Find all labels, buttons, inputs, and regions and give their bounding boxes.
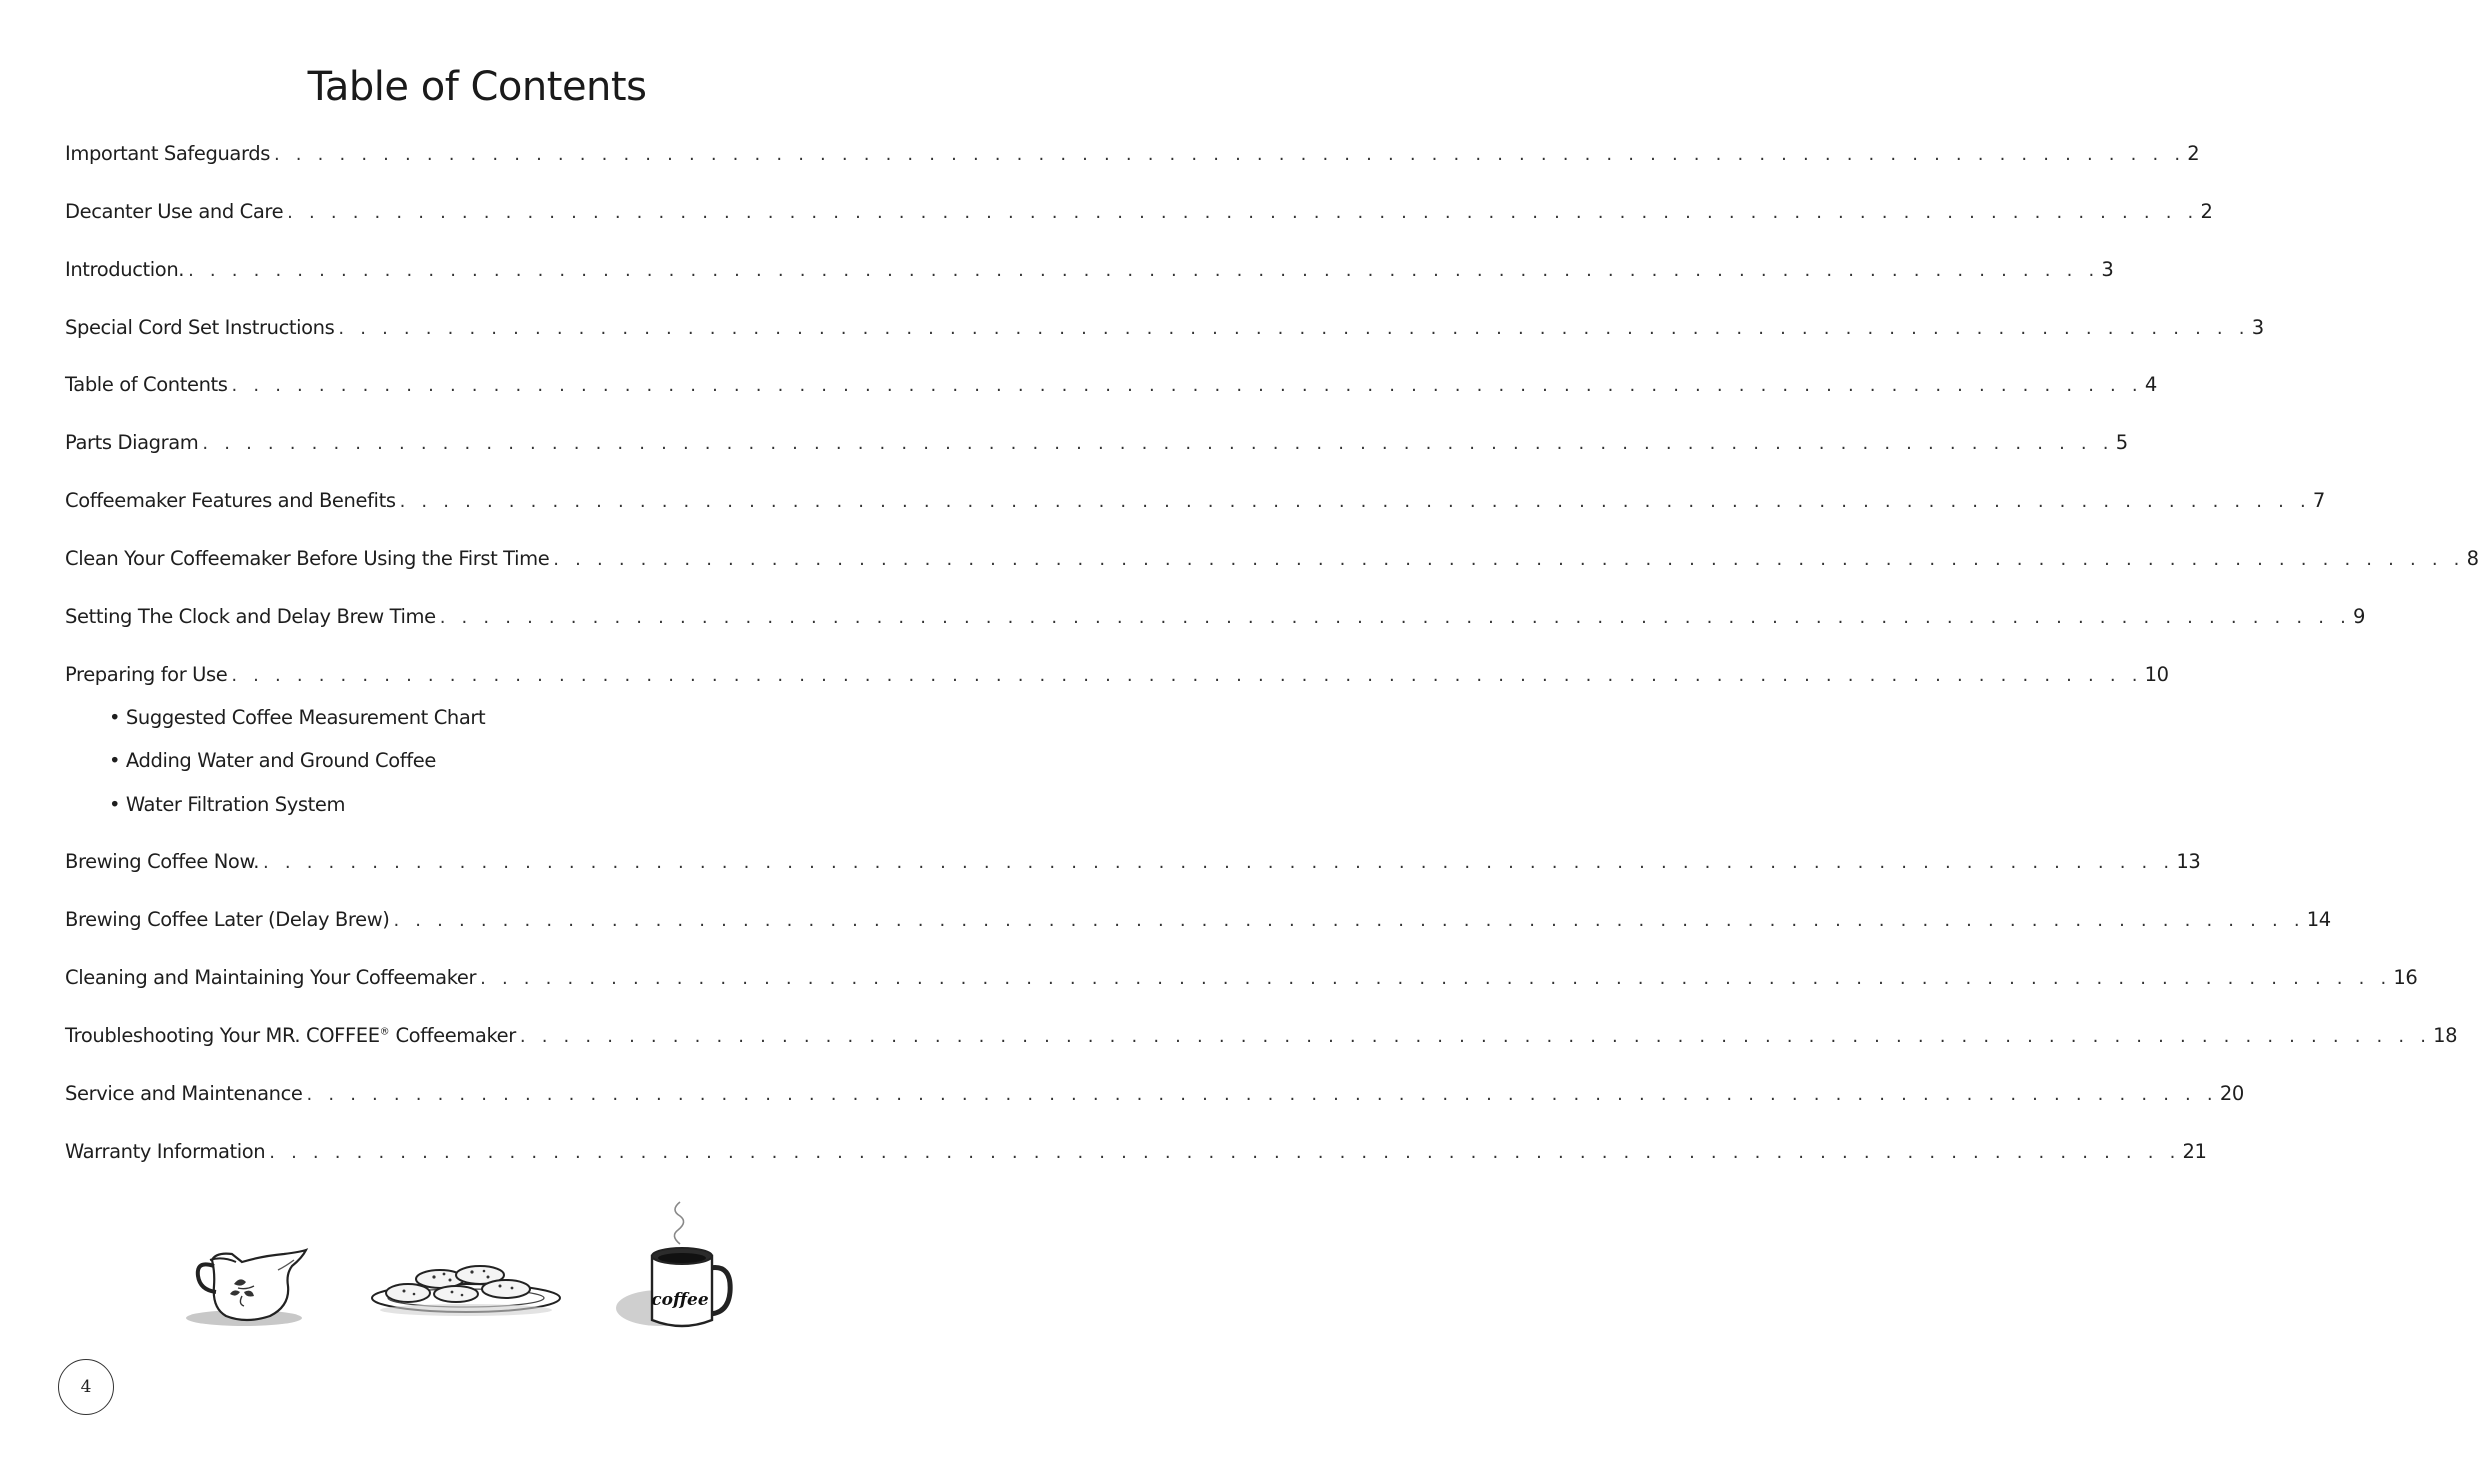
toc-entry-label: Brewing Coffee Later (Delay Brew): [65, 908, 390, 931]
registered-mark: ®: [379, 1026, 390, 1038]
toc-entry: [65, 373, 2157, 403]
toc-entry-label: Service and Maintenance: [65, 1082, 303, 1105]
toc-entry-label: Introduction.: [65, 258, 185, 281]
toc-entry-label: Table of Contents: [65, 373, 228, 396]
toc-entry-page: 3: [2251, 316, 2264, 339]
toc-entry-page: 18: [2433, 1024, 2458, 1047]
toc-entry-page: 4: [2144, 373, 2157, 396]
toc-entry-page: 2: [2187, 142, 2200, 165]
dot-leader: . . . . . . . . . . . . . . . . . . . . . . . . . . . . . . . . . . . . . . . . . . . . . . . . . . . . . . . . . . . . . . . . . . . . . . . . . . . . . . . . . . . . . . . .: [393, 910, 2305, 931]
dot-leader: . . . . . . . . . . . . . . . . . . . . . . . . . . . . . . . . . . . . . . . . . . . . . . . . . . . . . . . . . . . . . . . . . . . . . . . . . . . . . . . . . . . . . . . .: [338, 318, 2250, 339]
toc-entry-page: 3: [2101, 258, 2114, 281]
toc-sub-item: • Water Filtration System: [109, 793, 346, 816]
toc-entry: [65, 258, 2114, 288]
toc-entry: [65, 663, 2169, 693]
toc-entry-label: Coffeemaker Features and Benefits: [65, 489, 396, 512]
dot-leader: . . . . . . . . . . . . . . . . . . . . . . . . . . . . . . . . . . . . . . . . . . . . . . . . . . . . . . . . . . . . . . . . . . . . . . . . . . . . . . . . . . . . . . . .: [287, 202, 2199, 223]
toc-entry: [65, 908, 2331, 938]
toc-entry-label: Preparing for Use: [65, 663, 228, 686]
creamer-illustration: [182, 1240, 312, 1330]
coffee-mug-illustration: [614, 1198, 740, 1332]
toc-entry: [65, 1082, 2244, 1112]
dot-leader: . . . . . . . . . . . . . . . . . . . . . . . . . . . . . . . . . . . . . . . . . . . . . . . . . . . . . . . . . . . . . . . . . . . . . . . . . . . . . . . . . . . . . . . .: [519, 1026, 2432, 1047]
toc-entry-label: Clean Your Coffeemaker Before Using the First Time: [65, 547, 550, 570]
toc-entry-page: 8: [2466, 547, 2479, 570]
toc-entry: [65, 489, 2325, 519]
toc-entry: [65, 1140, 2207, 1170]
toc-entry-page: 5: [2115, 431, 2128, 454]
toc-entry: [65, 1024, 2458, 1054]
dot-leader: . . . . . . . . . . . . . . . . . . . . . . . . . . . . . . . . . . . . . . . . . . . . . . . . . . . . . . . . . . . . . . . . . . . . . . . . . . . . . . . . . . . . . . . .: [553, 549, 2465, 570]
toc-entry: [65, 200, 2213, 230]
toc-entry-label: Setting The Clock and Delay Brew Time: [65, 605, 436, 628]
dot-leader: . . . . . . . . . . . . . . . . . . . . . . . . . . . . . . . . . . . . . . . . . . . . . . . . . . . . . . . . . . . . . . . . . . . . . . . . . . . . . . . . . . . . . . . .: [439, 607, 2351, 628]
page-title: Table of Contents: [307, 64, 647, 110]
dot-leader: . . . . . . . . . . . . . . . . . . . . . . . . . . . . . . . . . . . . . . . . . . . . . . . . . . . . . . . . . . . . . . . . . . . . . . . . . . . . . . . . . . . . . . . .: [231, 375, 2143, 396]
cookie-plate-illustration: [368, 1262, 564, 1324]
page-number: 4: [58, 1359, 114, 1415]
dot-leader: . . . . . . . . . . . . . . . . . . . . . . . . . . . . . . . . . . . . . . . . . . . . . . . . . . . . . . . . . . . . . . . . . . . . . . . . . . . . . . . . . . . . . . . .: [399, 491, 2311, 512]
toc-entry-label: Decanter Use and Care: [65, 200, 284, 223]
toc-entry-page: 9: [2353, 605, 2366, 628]
toc-entry-label: Parts Diagram: [65, 431, 199, 454]
dot-leader: . . . . . . . . . . . . . . . . . . . . . . . . . . . . . . . . . . . . . . . . . . . . . . . . . . . . . . . . . . . . . . . . . . . . . . . . . . . . . . . . . . . . . . . .: [269, 1142, 2181, 1163]
toc-entry-page: 21: [2182, 1140, 2207, 1163]
toc-entry-label: Brewing Coffee Now.: [65, 850, 260, 873]
dot-leader: . . . . . . . . . . . . . . . . . . . . . . . . . . . . . . . . . . . . . . . . . . . . . . . . . . . . . . . . . . . . . . . . . . . . . . . . . . . . . . . . . . . . . . . .: [480, 968, 2392, 989]
toc-entry-page: 7: [2312, 489, 2325, 512]
toc-entry: [65, 966, 2418, 996]
toc-entry-label-text: Troubleshooting Your MR. COFFEE: [65, 1024, 380, 1047]
toc-entry-page: 2: [2200, 200, 2213, 223]
toc-entry-label: Special Cord Set Instructions: [65, 316, 335, 339]
mug-label: coffee: [651, 1290, 709, 1310]
toc-sub-item: • Suggested Coffee Measurement Chart: [109, 706, 486, 729]
dot-leader: . . . . . . . . . . . . . . . . . . . . . . . . . . . . . . . . . . . . . . . . . . . . . . . . . . . . . . . . . . . . . . . . . . . . . . . . . . . . . . . . . . . . . . . .: [273, 144, 2186, 165]
toc-entry-label: [65, 1024, 520, 1047]
toc-entry-page: 20: [2219, 1082, 2244, 1105]
dot-leader: . . . . . . . . . . . . . . . . . . . . . . . . . . . . . . . . . . . . . . . . . . . . . . . . . . . . . . . . . . . . . . . . . . . . . . . . . . . . . . . . . . . . . . . .: [306, 1084, 2218, 1105]
toc-entry: [65, 605, 2366, 635]
toc-entry: [65, 316, 2264, 346]
toc-entry-page: 14: [2306, 908, 2331, 931]
toc-entry-page: 13: [2176, 850, 2201, 873]
dot-leader: . . . . . . . . . . . . . . . . . . . . . . . . . . . . . . . . . . . . . . . . . . . . . . . . . . . . . . . . . . . . . . . . . . . . . . . . . . . . . . . . . . . . . . . .: [188, 260, 2100, 281]
toc-entry: [65, 142, 2200, 172]
dot-leader: . . . . . . . . . . . . . . . . . . . . . . . . . . . . . . . . . . . . . . . . . . . . . . . . . . . . . . . . . . . . . . . . . . . . . . . . . . . . . . . . . . . . . . . .: [231, 665, 2143, 686]
toc-entry-label: Warranty Information: [65, 1140, 266, 1163]
toc-entry-label-suffix: Coffeemaker: [389, 1024, 516, 1047]
toc-entry-page: 10: [2144, 663, 2169, 686]
toc-entry: [65, 431, 2128, 461]
toc-entry-label: Important Safeguards: [65, 142, 270, 165]
toc-sub-item: • Adding Water and Ground Coffee: [109, 749, 436, 772]
dot-leader: . . . . . . . . . . . . . . . . . . . . . . . . . . . . . . . . . . . . . . . . . . . . . . . . . . . . . . . . . . . . . . . . . . . . . . . . . . . . . . . . . . . . . . . .: [263, 852, 2175, 873]
toc-entry-label: Cleaning and Maintaining Your Coffeemaker: [65, 966, 477, 989]
toc-entry-page: 16: [2393, 966, 2418, 989]
dot-leader: . . . . . . . . . . . . . . . . . . . . . . . . . . . . . . . . . . . . . . . . . . . . . . . . . . . . . . . . . . . . . . . . . . . . . . . . . . . . . . . . . . . . . . . .: [202, 433, 2114, 454]
toc-entry: [65, 850, 2201, 880]
toc-entry: [65, 547, 2479, 577]
